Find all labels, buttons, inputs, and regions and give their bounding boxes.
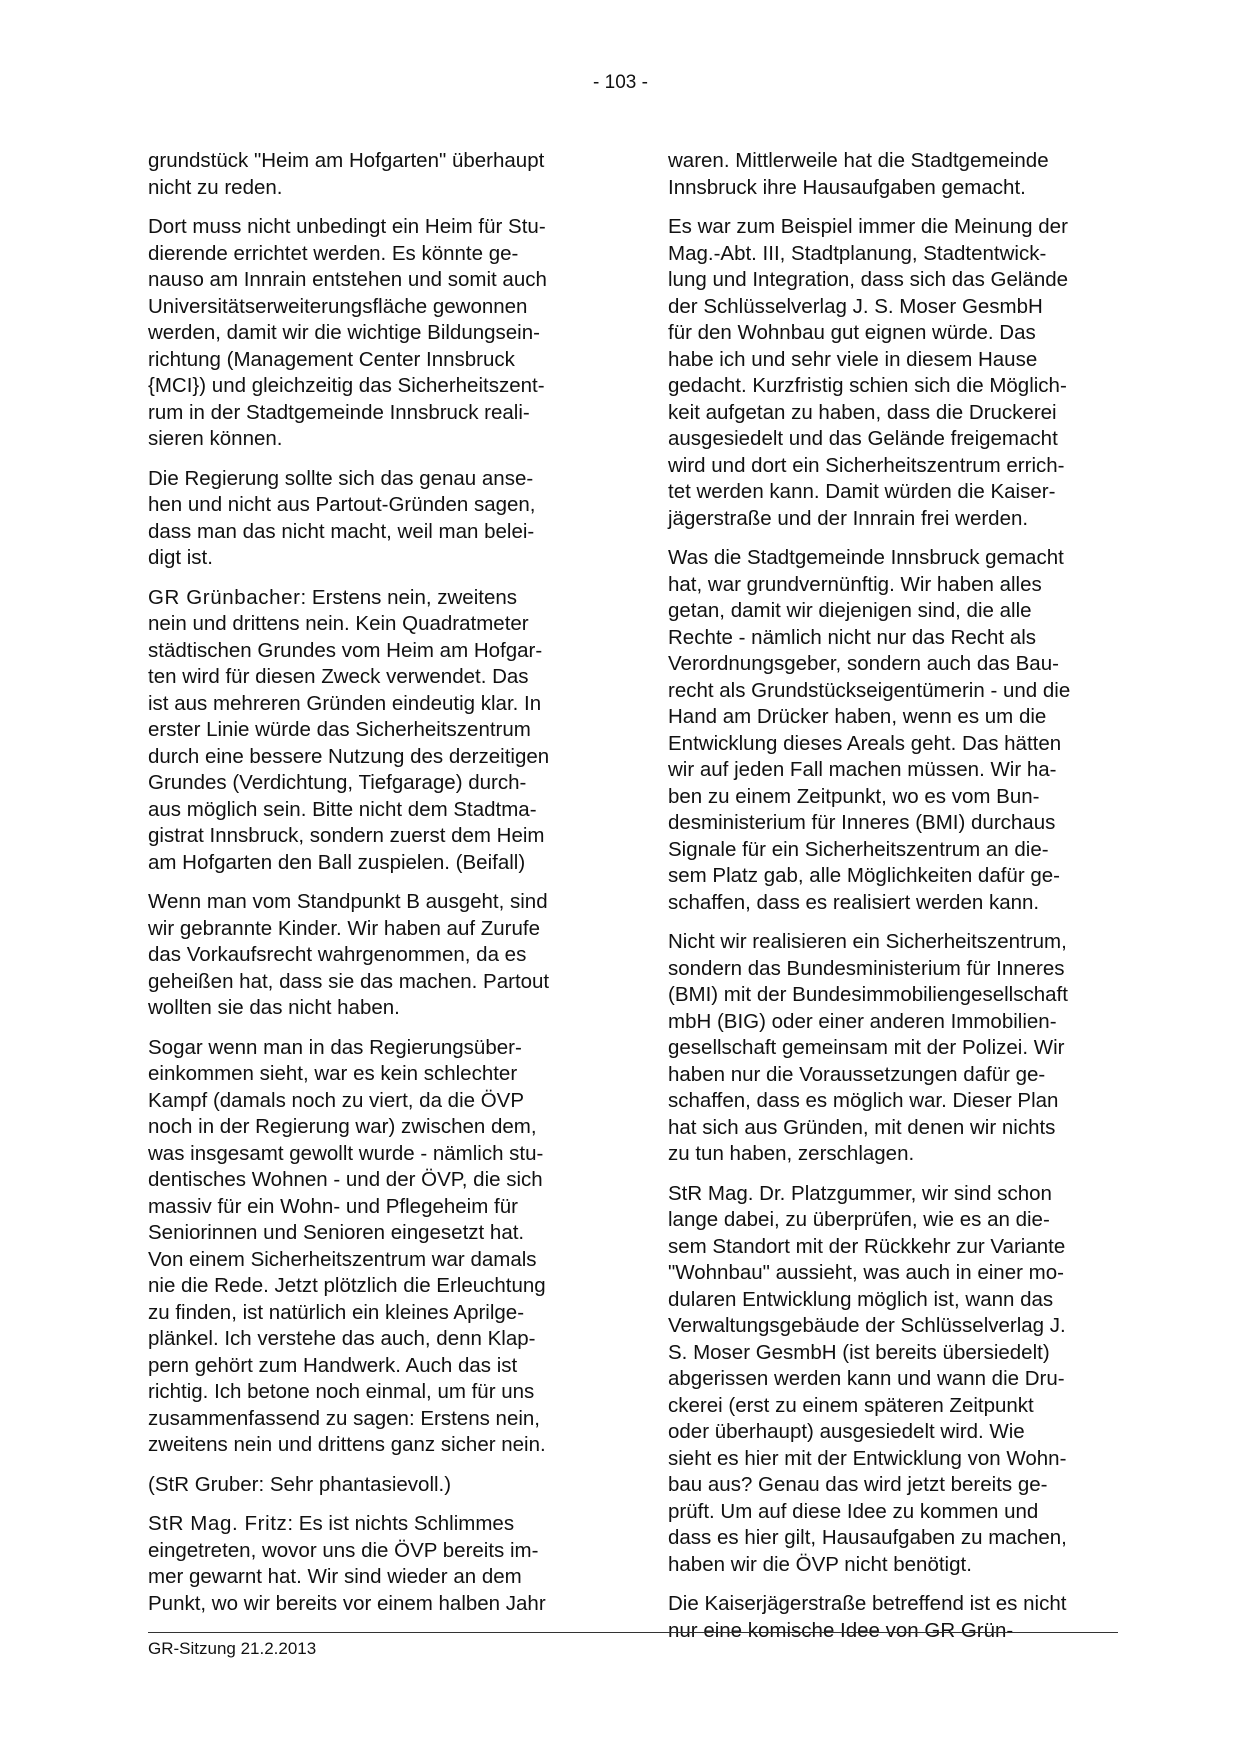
text-line: sem Platz gab, alle Möglichkeiten dafür ge- bbox=[668, 864, 1060, 887]
paragraph bbox=[148, 214, 593, 453]
text-line: zu tun haben, zerschlagen. bbox=[668, 1142, 915, 1165]
left-column bbox=[148, 148, 593, 1630]
text-line: dentisches Wohnen - und der ÖVP, die sich bbox=[148, 1168, 543, 1191]
text-line: Verwaltungsgebäude der Schlüsselverlag J. bbox=[668, 1314, 1066, 1337]
text-line: "Wohnbau" aussieht, was auch in einer mo- bbox=[668, 1261, 1064, 1284]
text-line: nie die Rede. Jetzt plötzlich die Erleuchtung bbox=[148, 1274, 546, 1297]
text-line: jägerstraße und der Innrain frei werden. bbox=[668, 506, 1029, 530]
text-line: prüft. Um auf diese Idee zu kommen und bbox=[668, 1499, 1039, 1523]
text-line: bau aus? Genau das wird jetzt bereits ge- bbox=[668, 1473, 1048, 1496]
text-line: aus möglich sein. Bitte nicht dem Stadtma- bbox=[148, 797, 537, 821]
text-line: sondern das Bundesministerium für Inneres bbox=[668, 956, 1065, 980]
text-line: zweitens nein und drittens ganz sicher nein. bbox=[148, 1433, 546, 1456]
paragraph bbox=[668, 1591, 1116, 1644]
text-line: Von einem Sicherheitszentrum war damals bbox=[148, 1247, 537, 1271]
text-line: desministerium für Inneres (BMI) durchaus bbox=[668, 811, 1056, 834]
paragraph bbox=[148, 148, 593, 201]
text-line: ist aus mehreren Gründen eindeutig klar. In bbox=[148, 691, 542, 715]
text-line: dass man das nicht macht, weil man belei- bbox=[148, 519, 535, 543]
paragraph bbox=[668, 1181, 1116, 1579]
text-line: für den Wohnbau gut eignen würde. Das bbox=[668, 321, 1036, 344]
text-line: hat, war grundvernünftig. Wir haben alles bbox=[668, 572, 1042, 596]
text-line: schaffen, dass es realisiert werden kann. bbox=[668, 890, 1040, 914]
text-line: ckerei (erst zu einem späteren Zeitpunkt bbox=[668, 1393, 1034, 1417]
text-line: (BMI) mit der Bundesimmobiliengesellschaft bbox=[668, 983, 1068, 1006]
paragraph bbox=[668, 214, 1116, 532]
text-line: Es war zum Beispiel immer die Meinung der bbox=[668, 215, 1068, 238]
text-line: Was die Stadtgemeinde Innsbruck gemacht bbox=[668, 546, 1064, 569]
text-line: sieren können. bbox=[148, 427, 283, 450]
text-line: S. Moser GesmbH (ist bereits übersiedelt) bbox=[668, 1340, 1050, 1364]
text-line: massiv für ein Wohn- und Pflegeheim für bbox=[148, 1194, 518, 1218]
text-line: dularen Entwicklung möglich ist, wann das bbox=[668, 1287, 1054, 1311]
text-line: wir auf jeden Fall machen müssen. Wir ha- bbox=[668, 758, 1057, 781]
text-line: ben zu einem Zeitpunkt, wo es vom Bun- bbox=[668, 784, 1040, 808]
text-line: StR Mag. Dr. Platzgummer, wir sind schon bbox=[668, 1181, 1052, 1205]
text-line: Sogar wenn man in das Regierungsüber- bbox=[148, 1035, 522, 1059]
text-line: wollten sie das nicht haben. bbox=[148, 996, 400, 1019]
text-line: eingetreten, wovor uns die ÖVP bereits im- bbox=[148, 1538, 539, 1562]
text-line: grundstück "Heim am Hofgarten" überhaupt bbox=[148, 149, 545, 172]
text-line: erster Linie würde das Sicherheitszentrum bbox=[148, 718, 531, 741]
text-line: Signale für ein Sicherheitszentrum an die- bbox=[668, 837, 1049, 861]
text-line: Mag.-Abt. III, Stadtplanung, Stadtentwick- bbox=[668, 241, 1047, 265]
text-line: sieht es hier mit der Entwicklung von Wohn- bbox=[668, 1446, 1067, 1470]
text-line: ausgesiedelt und das Gelände freigemacht bbox=[668, 427, 1058, 450]
text-line: (StR Gruber: Sehr phantasievoll.) bbox=[148, 1472, 452, 1496]
right-column bbox=[668, 148, 1116, 1657]
text-line: ten wird für diesen Zweck verwendet. Das bbox=[148, 665, 529, 688]
text-line: haben wir die ÖVP nicht benötigt. bbox=[668, 1552, 972, 1576]
text-line: Punkt, wo wir bereits vor einem halben Jahr bbox=[148, 1591, 546, 1615]
text-line: wird und dort ein Sicherheitszentrum errich- bbox=[668, 453, 1065, 477]
text-line: nein und drittens nein. Kein Quadratmeter bbox=[148, 612, 529, 635]
text-line: wir gebrannte Kinder. Wir haben auf Zurufe bbox=[148, 916, 540, 940]
text-line: : Erstens nein, zweitens bbox=[300, 585, 518, 609]
text-line: mer gewarnt hat. Wir sind wieder an dem bbox=[148, 1565, 522, 1588]
text-line: {MCI}) und gleichzeitig das Sicherheitszent- bbox=[148, 374, 545, 397]
text-line: oder überhaupt) ausgesiedelt wird. Wie bbox=[668, 1420, 1025, 1443]
text-line: Nicht wir realisieren ein Sicherheitszentrum, bbox=[668, 930, 1067, 953]
text-line: Rechte - nämlich nicht nur das Recht als bbox=[668, 625, 1037, 649]
paragraph bbox=[148, 466, 593, 572]
paragraph bbox=[148, 1035, 593, 1459]
text-line: tet werden kann. Damit würden die Kaiser- bbox=[668, 480, 1056, 503]
text-line: lange dabei, zu überprüfen, wie es an die- bbox=[668, 1208, 1050, 1231]
text-line: digt ist. bbox=[148, 546, 213, 569]
text-line: richtig. Ich betone noch einmal, um für uns bbox=[148, 1380, 535, 1403]
text-line: recht als Grundstückseigentümerin - und die bbox=[668, 678, 1071, 702]
text-line: nauso am Innrain entstehen und somit auch bbox=[148, 268, 547, 291]
text-line: sem Standort mit der Rückkehr zur Variante bbox=[668, 1234, 1066, 1258]
text-line: dass es hier gilt, Hausaufgaben zu machen, bbox=[668, 1526, 1067, 1549]
paragraph bbox=[668, 929, 1116, 1168]
text-line: durch eine bessere Nutzung des derzeitigen bbox=[148, 744, 550, 768]
text-line: der Schlüsselverlag J. S. Moser GesmbH bbox=[668, 294, 1043, 318]
text-line: mbH (BIG) oder einer anderen Immobilien- bbox=[668, 1009, 1057, 1033]
text-line: gedacht. Kurzfristig schien sich die Möglich- bbox=[668, 374, 1067, 397]
paragraph bbox=[668, 545, 1116, 916]
text-line: hat sich aus Gründen, mit denen wir nichts bbox=[668, 1115, 1056, 1139]
paragraph bbox=[148, 889, 593, 1022]
text-line: Kampf (damals noch zu viert, da die ÖVP bbox=[148, 1088, 525, 1112]
text-line: Wenn man vom Standpunkt B ausgeht, sind bbox=[148, 890, 548, 913]
text-line: nicht zu reden. bbox=[148, 175, 283, 199]
text-line: getan, damit wir diejenigen sind, die alle bbox=[668, 599, 1032, 622]
text-line: Entwicklung dieses Areals geht. Das hätten bbox=[668, 731, 1062, 755]
text-line: gistrat Innsbruck, sondern zuerst dem Heim bbox=[148, 824, 545, 847]
text-line: werden, damit wir die wichtige Bildungsein- bbox=[148, 321, 540, 344]
text-line: gesellschaft gemeinsam mit der Polizei. Wir bbox=[668, 1036, 1065, 1059]
interjection bbox=[148, 1472, 593, 1499]
text-line: plänkel. Ich verstehe das auch, denn Klap- bbox=[148, 1327, 536, 1350]
text-line: schaffen, dass es möglich war. Dieser Plan bbox=[668, 1089, 1059, 1112]
footer-session-date: GR-Sitzung 21.2.2013 bbox=[148, 1639, 317, 1658]
text-line: geheißen hat, dass sie das machen. Partout bbox=[148, 969, 550, 993]
text-line: Grundes (Verdichtung, Tiefgarage) durch- bbox=[148, 771, 527, 794]
text-line: pern gehört zum Handwerk. Auch das ist bbox=[148, 1353, 518, 1377]
text-line: rum in der Stadtgemeinde Innsbruck reali- bbox=[148, 400, 530, 424]
speaker-name: GR Grünbacher bbox=[148, 585, 301, 609]
text-line: lung und Integration, dass sich das Gelände bbox=[668, 268, 1069, 291]
text-line: Seniorinnen und Senioren eingesetzt hat. bbox=[148, 1221, 525, 1244]
text-line: richtung (Management Center Innsbruck bbox=[148, 347, 515, 371]
footer-divider bbox=[148, 1632, 1118, 1633]
text-line: Innsbruck ihre Hausaufgaben gemacht. bbox=[668, 175, 1026, 199]
text-line: das Vorkaufsrecht wahrgenommen, da es bbox=[148, 943, 527, 966]
text-line: was insgesamt gewollt wurde - nämlich stu- bbox=[148, 1141, 544, 1165]
text-line: abgerissen werden kann und wann die Dru- bbox=[668, 1367, 1065, 1390]
text-line: Die Kaiserjägerstraße betreffend ist es nicht bbox=[668, 1592, 1067, 1615]
text-line: keit aufgetan zu haben, dass die Druckerei bbox=[668, 400, 1057, 424]
text-line: Universitätserweiterungsfläche gewonnen bbox=[148, 294, 528, 318]
speaker-paragraph bbox=[148, 1511, 593, 1617]
speaker-paragraph bbox=[148, 585, 593, 877]
text-line: dierende errichtet werden. Es könnte ge- bbox=[148, 241, 519, 265]
text-line: : Es ist nichts Schlimmes bbox=[287, 1512, 515, 1535]
text-line: Verordnungsgeber, sondern auch das Bau- bbox=[668, 652, 1059, 675]
text-line: zu finden, ist natürlich ein kleines Aprilge- bbox=[148, 1300, 525, 1324]
text-line: Dort muss nicht unbedingt ein Heim für Stu- bbox=[148, 215, 546, 238]
page-number: - 103 - bbox=[593, 72, 648, 93]
speaker-name: StR Mag. Fritz bbox=[148, 1512, 288, 1535]
text-line: einkommen sieht, war es kein schlechter bbox=[148, 1062, 518, 1085]
paragraph bbox=[668, 148, 1116, 201]
text-line: hen und nicht aus Partout-Gründen sagen, bbox=[148, 493, 536, 516]
text-line: zusammenfassend zu sagen: Erstens nein, bbox=[148, 1406, 540, 1430]
text-line: nur eine komische Idee von GR Grün- bbox=[668, 1618, 1014, 1642]
text-line: haben nur die Voraussetzungen dafür ge- bbox=[668, 1062, 1046, 1086]
text-line: waren. Mittlerweile hat die Stadtgemeinde bbox=[668, 149, 1049, 172]
text-line: Die Regierung sollte sich das genau anse- bbox=[148, 466, 534, 490]
text-line: Hand am Drücker haben, wenn es um die bbox=[668, 705, 1047, 728]
text-line: am Hofgarten den Ball zuspielen. (Beifall) bbox=[148, 850, 526, 874]
text-line: städtischen Grundes vom Heim am Hofgar- bbox=[148, 638, 543, 662]
text-line: noch in der Regierung war) zwischen dem, bbox=[148, 1115, 537, 1138]
text-line: habe ich und sehr viele in diesem Hause bbox=[668, 347, 1038, 371]
